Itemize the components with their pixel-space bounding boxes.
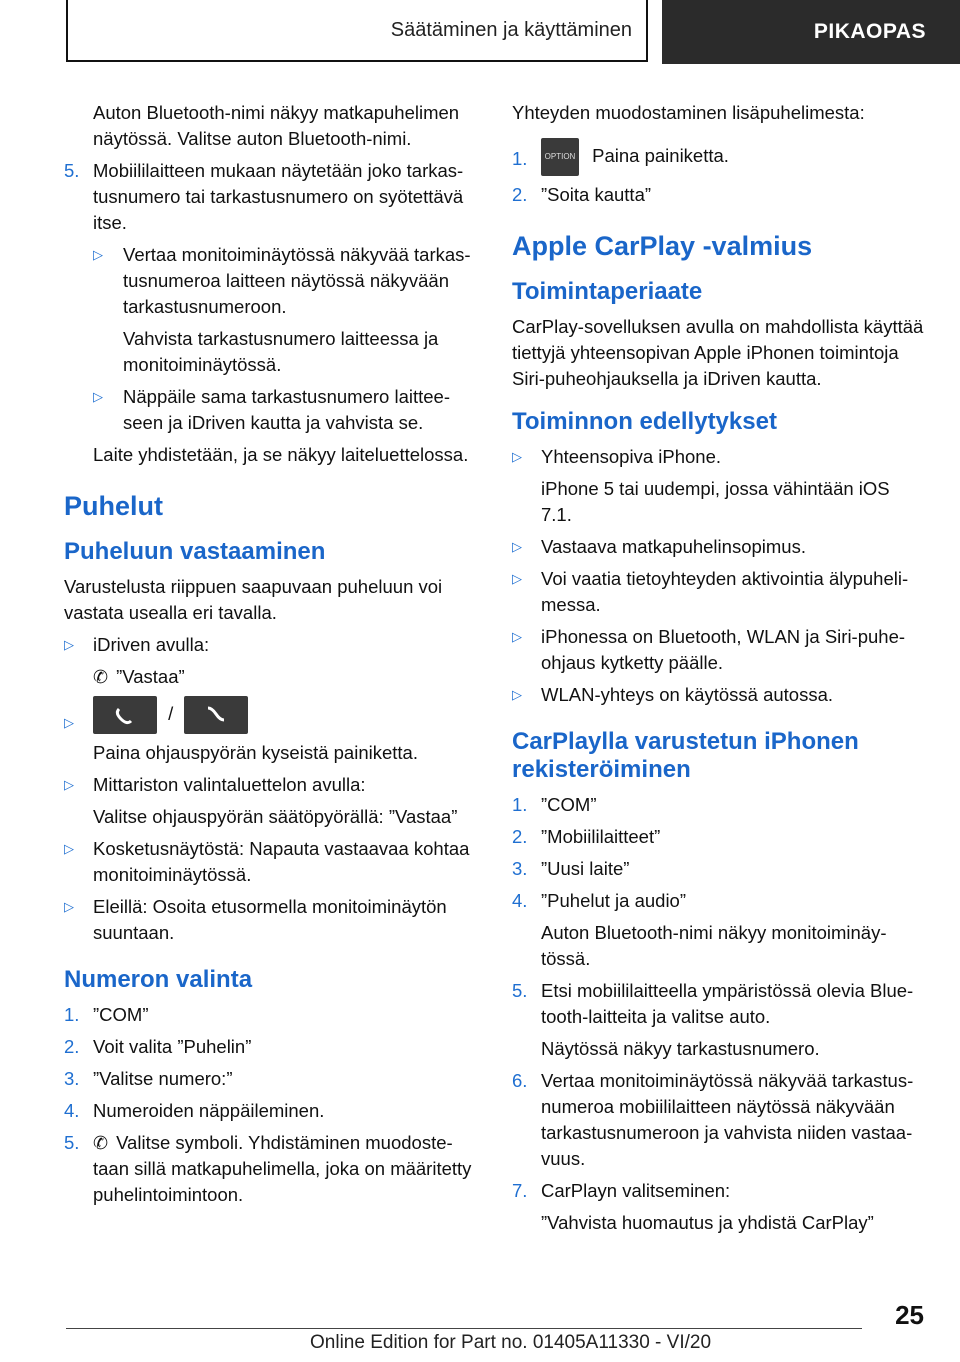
heading-register: CarPlaylla varustetun iPhonen rekisteröiminen: [512, 728, 859, 783]
list-item: [512, 1178, 924, 1204]
step-text: ”Uusi laite”: [541, 858, 630, 879]
list-item: [64, 158, 478, 236]
answer-call-button-icon: [93, 696, 157, 734]
step-text: ”Valitse numero:”: [93, 1068, 233, 1089]
list-item: [64, 1034, 478, 1060]
step-text: Numeroiden näppäileminen.: [93, 1100, 325, 1121]
footer-edition: Online Edition for Part no. 01405A11330 - VI/20: [310, 1332, 712, 1353]
bullet-triangle-icon: ▷: [512, 571, 522, 586]
paragraph: Varustelusta riippuen saapuvaan puheluun voi vastata usealla eri tavalla.: [64, 576, 443, 623]
step-text: Voit valita ”Puhelin”: [93, 1036, 252, 1057]
list-item: [93, 384, 478, 436]
continuation-text: iPhone 5 tai uudempi, jossa vähintään iOS 7.1.: [541, 478, 890, 525]
step-number: 2.: [512, 826, 528, 847]
step-number: 5.: [64, 160, 80, 181]
list-item: [512, 856, 924, 882]
list-item: [512, 444, 924, 470]
phone-button-icon: [184, 696, 248, 734]
step-number: 2.: [512, 184, 528, 205]
list-item: [64, 696, 478, 734]
bullet-text: WLAN-yhteys on käytössä autossa.: [541, 684, 834, 705]
paragraph: Auton Bluetooth-nimi näkyy matkapuhelimen näytössä. Valitse auton Bluetooth-nimi.: [93, 102, 460, 149]
bullet-triangle-icon: ▷: [512, 629, 522, 644]
continuation-text: Paina ohjauspyörän kyseistä painiketta.: [93, 742, 418, 763]
list-item: [64, 632, 478, 658]
bullet-triangle-icon: ▷: [64, 637, 74, 652]
list-item: [512, 1068, 924, 1172]
bullet-triangle-icon: ▷: [93, 247, 103, 262]
bullet-text: Mittariston valintaluettelon avulla:: [93, 774, 366, 795]
bullet-text: Vastaava matkapuhelinsopimus.: [541, 536, 806, 557]
step-text: Paina painiketta.: [592, 144, 729, 166]
bullet-text: Voi vaatia tietoyhteyden aktivointia älypuhelimessa.: [541, 568, 909, 615]
list-item: [512, 138, 924, 176]
list-item: [64, 772, 478, 798]
step-text: CarPlayn valitseminen:: [541, 1180, 731, 1201]
continuation-text: Näytössä näkyy tarkastusnumero.: [541, 1038, 820, 1059]
bullet-triangle-icon: ▷: [64, 715, 74, 730]
step-text: ”Mobiililaitteet”: [541, 826, 661, 847]
list-item: [512, 682, 924, 708]
heading-carplay: Apple CarPlay -valmius: [512, 231, 813, 261]
step-number: 1.: [512, 794, 528, 815]
step-number: 1.: [512, 148, 528, 169]
step-number: 3.: [64, 1068, 80, 1089]
step-text: Vertaa monitoiminäytössä näkyvää tarkastusnumeroa mobiililaitteen näytössä näkyvään tarkastusnumeroon ja vahvista niiden vastaavuus.: [541, 1070, 914, 1169]
list-item: [64, 1066, 478, 1092]
step-text: ”Soita kautta”: [541, 184, 652, 205]
right-column: [512, 100, 924, 1242]
paragraph: Laite yhdistetään, ja se näkyy laiteluettelossa.: [93, 444, 469, 465]
bullet-text: iPhonessa on Bluetooth, WLAN ja Siri-puheohjaus kytketty päälle.: [541, 626, 906, 673]
footer-divider: [66, 1328, 862, 1329]
list-item: [64, 1130, 478, 1208]
list-item: [93, 242, 478, 320]
step-number: 3.: [512, 858, 528, 879]
step-number: 2.: [64, 1036, 80, 1057]
left-column: [64, 100, 478, 1214]
list-item: [512, 182, 924, 208]
list-item: [512, 888, 924, 914]
step-text: Mobiililaitteen mukaan näytetään joko tarkastusnumero tai tarkastusnumero on syötettävä itse.: [93, 160, 464, 233]
step-number: 4.: [512, 890, 528, 911]
continuation-text: ”Vahvista huomautus ja yhdistä CarPlay”: [541, 1212, 874, 1233]
bullet-text: Yhteensopiva iPhone.: [541, 446, 721, 467]
step-number: 6.: [512, 1070, 528, 1091]
bullet-triangle-icon: ▷: [64, 841, 74, 856]
step-text: ”COM”: [93, 1004, 149, 1025]
bullet-triangle-icon: ▷: [93, 389, 103, 404]
phone-icon: ✆: [93, 667, 109, 687]
bullet-triangle-icon: ▷: [512, 687, 522, 702]
paragraph: Yhteyden muodostaminen lisäpuhelimesta:: [512, 102, 865, 123]
heading-requirements: Toiminnon edellytykset: [512, 408, 777, 435]
quick-guide-tab[interactable]: PIKAOPAS: [662, 0, 960, 64]
list-item: [64, 836, 478, 888]
option-button-icon: OPTION: [541, 138, 579, 176]
continuation-text: Vahvista tarkastusnumero laitteessa ja monitoiminäytössä.: [123, 328, 439, 375]
list-item: [64, 1098, 478, 1124]
step-number: 4.: [64, 1100, 80, 1121]
list-item: [512, 566, 924, 618]
list-item: [512, 534, 924, 560]
page-number: 25: [895, 1300, 924, 1330]
step-text: Valitse symboli. Yhdistäminen muodostetaan sillä matkapuhelimella, joka on määritetty puhelintoimintoon.: [93, 1132, 472, 1205]
heading-answer: Puheluun vastaaminen: [64, 538, 326, 565]
list-item: [64, 894, 478, 946]
bullet-triangle-icon: ▷: [64, 899, 74, 914]
step-number: 5.: [512, 980, 528, 1001]
bullet-text: Näppäile sama tarkastusnumero laitteeseen ja iDriven kautta ja vahvista se.: [123, 386, 451, 433]
bullet-triangle-icon: ▷: [512, 449, 522, 464]
section-title: Säätäminen ja käyttäminen: [66, 0, 648, 62]
paragraph: CarPlay-sovelluksen avulla on mahdollista käyttää tiettyjä yhteensopivan Apple iPhonen toimintoja Siri-puheohjauksella ja iDriven kautta.: [512, 316, 924, 389]
list-item: [512, 824, 924, 850]
menu-label: ”Vastaa”: [116, 666, 185, 687]
list-item: [512, 792, 924, 818]
continuation-text: Valitse ohjauspyörän säätöpyörällä: ”Vastaa”: [93, 806, 458, 827]
phone-icon: ✆: [93, 1133, 109, 1153]
bullet-triangle-icon: ▷: [64, 777, 74, 792]
page-header: [0, 0, 960, 66]
step-text: ”COM”: [541, 794, 597, 815]
continuation-text: Auton Bluetooth-nimi näkyy monitoiminäytössä.: [541, 922, 887, 969]
heading-dial: Numeron valinta: [64, 966, 253, 993]
bullet-text: iDriven avulla:: [93, 634, 210, 655]
heading-calls: Puhelut: [64, 491, 163, 521]
continuation-text: [64, 664, 478, 690]
bullet-text: Eleillä: Osoita etusormella monitoiminäytön suuntaan.: [93, 896, 447, 943]
step-number: 7.: [512, 1180, 528, 1201]
list-item: [512, 978, 924, 1030]
separator: /: [168, 702, 174, 724]
step-text: ”Puhelut ja audio”: [541, 890, 687, 911]
bullet-text: Kosketusnäytöstä: Napauta vastaavaa kohtaa monitoiminäytössä.: [93, 838, 470, 885]
bullet-text: Vertaa monitoiminäytössä näkyvää tarkastusnumeroa laitteen näytössä näkyvään tarkastusnumeroon.: [123, 244, 471, 317]
list-item: [512, 624, 924, 676]
step-number: 1.: [64, 1004, 80, 1025]
step-text: Etsi mobiililaitteella ympäristössä olevia Bluetooth-laitteita ja valitse auto.: [541, 980, 914, 1027]
bullet-triangle-icon: ▷: [512, 539, 522, 554]
heading-principle: Toimintaperiaate: [512, 278, 703, 305]
list-item: [64, 1002, 478, 1028]
step-number: 5.: [64, 1132, 80, 1153]
